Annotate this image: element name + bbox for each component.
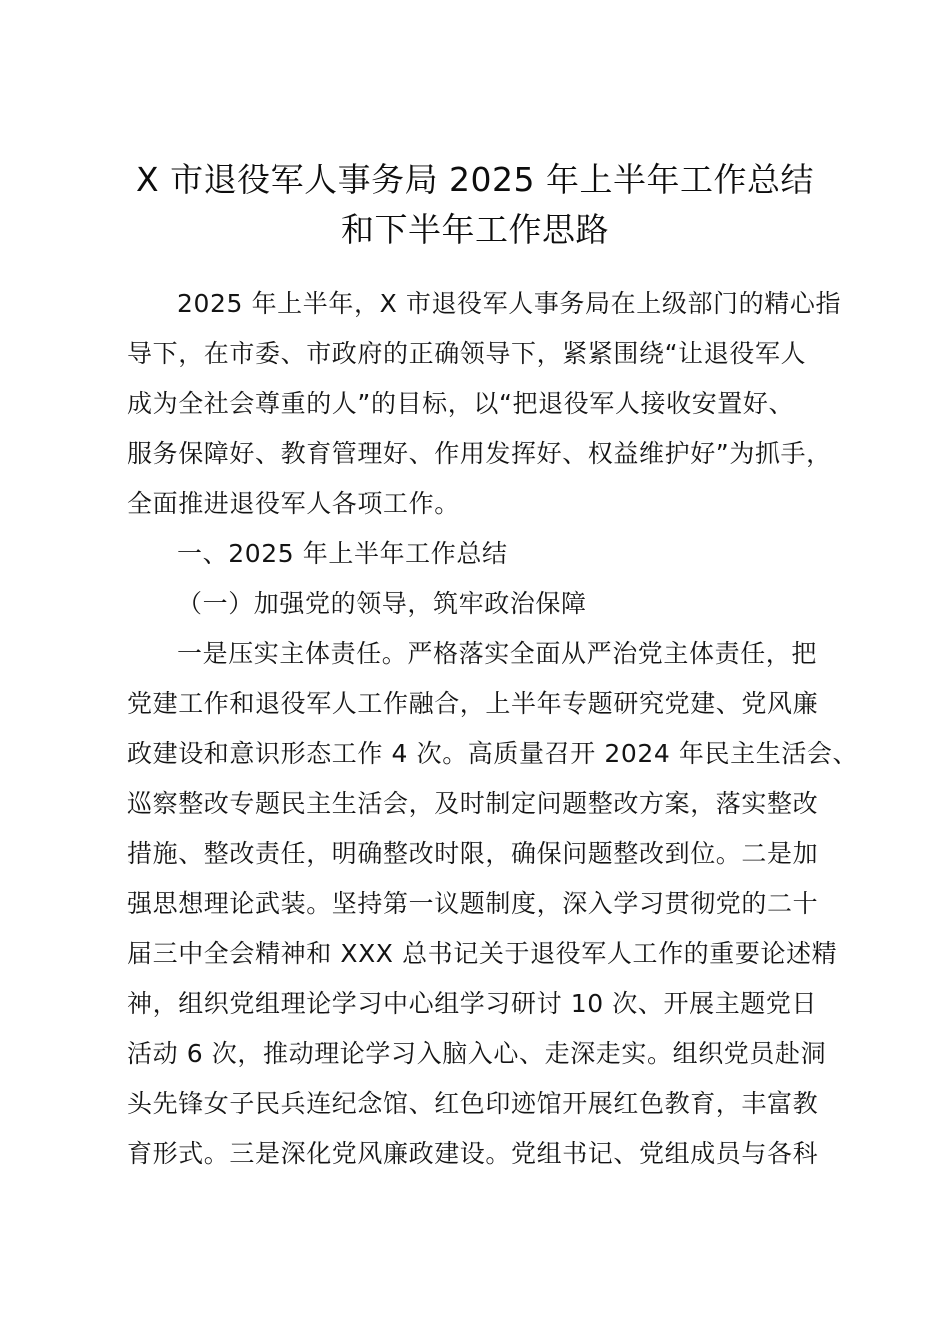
intro-line: 成为全社会尊重的人”的目标，以“把退役军人接收安置好、 [127,389,795,418]
body-line: 神，组织党组理论学习中心组学习研讨 10 次、开展主题党日 [127,989,818,1018]
body-line: 头先锋女子民兵连纪念馆、红色印迹馆开展红色教育，丰富教 [127,1089,819,1118]
intro-line: 2025 年上半年，X 市退役军人事务局在上级部门的精心指 [177,289,842,318]
subsection-heading: （一）加强党的领导，筑牢政治保障 [177,589,587,618]
body-line: 活动 6 次，推动理论学习入脑入心、走深走实。组织党员赴洞 [127,1039,827,1068]
intro-line: 导下，在市委、市政府的正确领导下，紧紧围绕“让退役军人 [127,339,807,368]
document-title-line-2: 和下半年工作思路 [341,210,609,249]
body-line: 育形式。三是深化党风廉政建设。党组书记、党组成员与各科 [127,1139,819,1168]
body-line: 届三中全会精神和 XXX 总书记关于退役军人工作的重要论述精 [127,939,838,968]
body-line: 强思想理论武装。坚持第一议题制度，深入学习贯彻党的二十 [127,889,819,918]
document-title-line-1: X 市退役军人事务局 2025 年上半年工作总结 [135,160,815,199]
section-heading: 一、2025 年上半年工作总结 [177,539,508,568]
body-line: 党建工作和退役军人工作融合，上半年专题研究党建、党风廉 [127,689,819,718]
intro-line: 全面推进退役军人各项工作。 [127,489,460,518]
body-line: 一是压实主体责任。严格落实全面从严治党主体责任，把 [177,639,818,668]
intro-line: 服务保障好、教育管理好、作用发挥好、权益维护好”为抓手， [127,439,832,468]
body-line: 巡察整改专题民主生活会，及时制定问题整改方案，落实整改 [127,789,819,818]
body-line: 措施、整改责任，明确整改时限，确保问题整改到位。二是加 [127,839,819,868]
body-line: 政建设和意识形态工作 4 次。高质量召开 2024 年民主生活会、 [127,739,859,768]
